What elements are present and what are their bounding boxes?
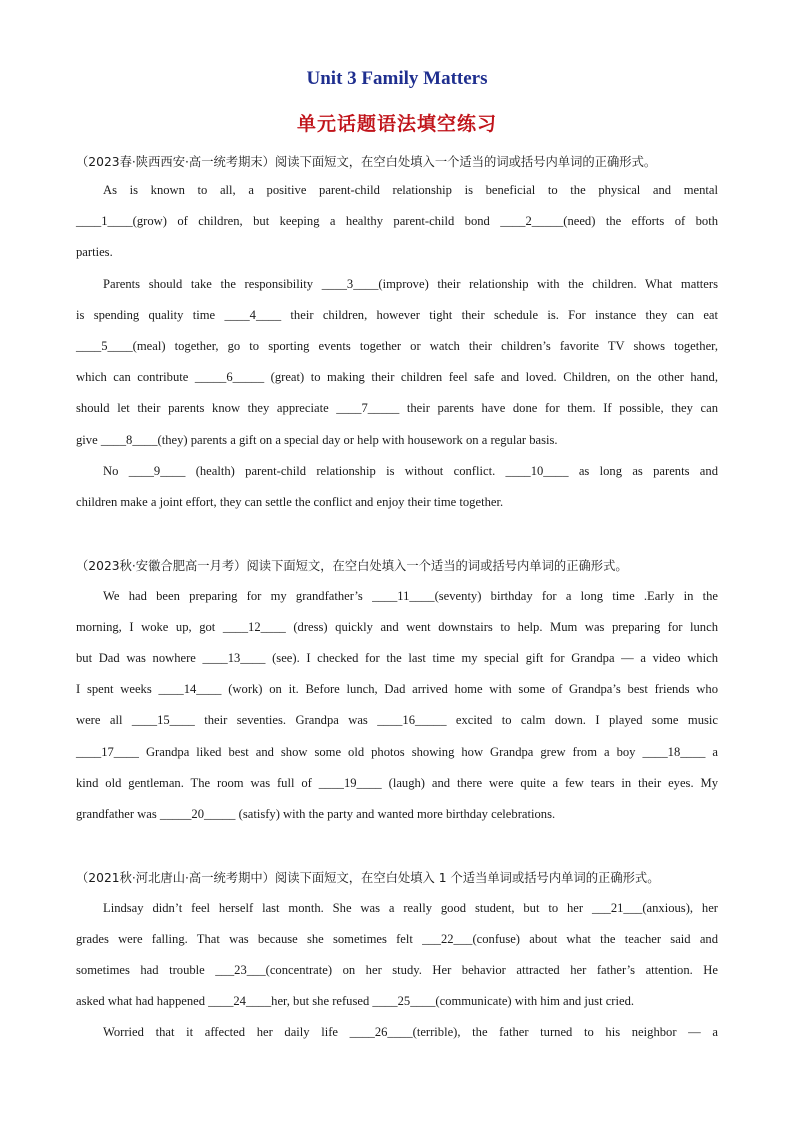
passage-3-line: sometimes had trouble ___23___(concentrate) on her study. Her behavior attracted her father’s attention. He — [76, 963, 718, 977]
passage-1-line: is spending quality time ____4____ their children, however tight their schedule is. For instance they can eat — [76, 308, 718, 322]
passage-1-line: Parents should take the responsibility ____3____(improve) their relationship with the children. What matters — [103, 277, 718, 291]
passage-1-line: children make a joint effort, they can settle the conflict and enjoy their time together. — [76, 495, 504, 509]
passage-3-line: asked what had happened ____24____her, but she refused ____25____(communicate) with him and just cried. — [76, 994, 635, 1008]
passage-1-line: give ____8____(they) parents a gift on a special day or help with housework on a regular basis. — [76, 433, 558, 447]
passage-2-line: grandfather was _____20_____ (satisfy) with the party and wanted more birthday celebrations. — [76, 807, 556, 821]
passage-3-line: Worried that it affected her daily life ____26____(terrible), the father turned to his neighbor — a — [103, 1025, 718, 1039]
passage-2-line: morning, I woke up, got ____12____ (dress) quickly and went downstairs to help. Mum was preparing for lunch — [76, 620, 718, 634]
passage-3-source: （2021秋·河北唐山·高一统考期中）阅读下面短文，在空白处填入 1 个适当单词或括号内单词的正确形式。 — [76, 871, 660, 885]
passage-3-line: Lindsay didn’t feel herself last month. She was a really good student, but to her ___21___(anxious), her — [103, 901, 718, 915]
passage-2-line: I spent weeks ____14____ (work) on it. Before lunch, Dad arrived home with some of Grandpa’s best friends who — [76, 682, 718, 696]
page-title: Unit 3 Family Matters — [306, 68, 488, 89]
passage-2-line: but Dad was nowhere ____13____ (see). I checked for the last time my special gift for Grandpa — a video which — [76, 651, 718, 665]
passage-2-line: kind old gentleman. The room was full of ____19____ (laugh) and there were quite a few tears in their eyes. My — [76, 776, 718, 790]
page-subtitle: 单元话题语法填空练习 — [296, 113, 497, 135]
passage-1-line: As is known to all, a positive parent-child relationship is beneficial to the physical and mental — [103, 183, 718, 197]
passage-1-line: which can contribute _____6_____ (great) to making their children feel safe and loved. Children, on the other hand, — [76, 370, 718, 384]
passage-3-line: grades were falling. That was because she sometimes felt ___22___(confuse) about what the teacher said and — [76, 932, 718, 946]
passage-1-line: parties. — [76, 245, 113, 259]
passage-1-line: No ____9____ (health) parent-child relationship is without conflict. ____10____ as long as parents and — [103, 464, 718, 478]
passage-2-source: （2023秋·安徽合肥高一月考）阅读下面短文，在空白处填入一个适当的词或括号内单词的正确形式。 — [76, 559, 628, 573]
passage-1-source: （2023春·陕西西安·高一统考期末）阅读下面短文，在空白处填入一个适当的词或括号内单词的正确形式。 — [76, 155, 657, 169]
passage-2-line: were all ____15____ their seventies. Grandpa was ____16_____ excited to calm down. I played some music — [76, 713, 718, 727]
passage-2-line: ____17____ Grandpa liked best and show some old photos showing how Grandpa grew from a boy ____18____ a — [76, 745, 718, 759]
passage-2-line: We had been preparing for my grandfather’s ____11____(seventy) birthday for a long time .Early in the — [103, 589, 718, 603]
passage-1-line: ____5____(meal) together, go to sporting events together or watch their children’s favorite TV shows together, — [76, 339, 718, 353]
passage-1-line: ____1____(grow) of children, but keeping a healthy parent-child bond ____2_____(need) the efforts of both — [76, 214, 718, 228]
passage-1-line: should let their parents know they appreciate ____7_____ their parents have done for them. If possible, they can — [76, 401, 718, 415]
